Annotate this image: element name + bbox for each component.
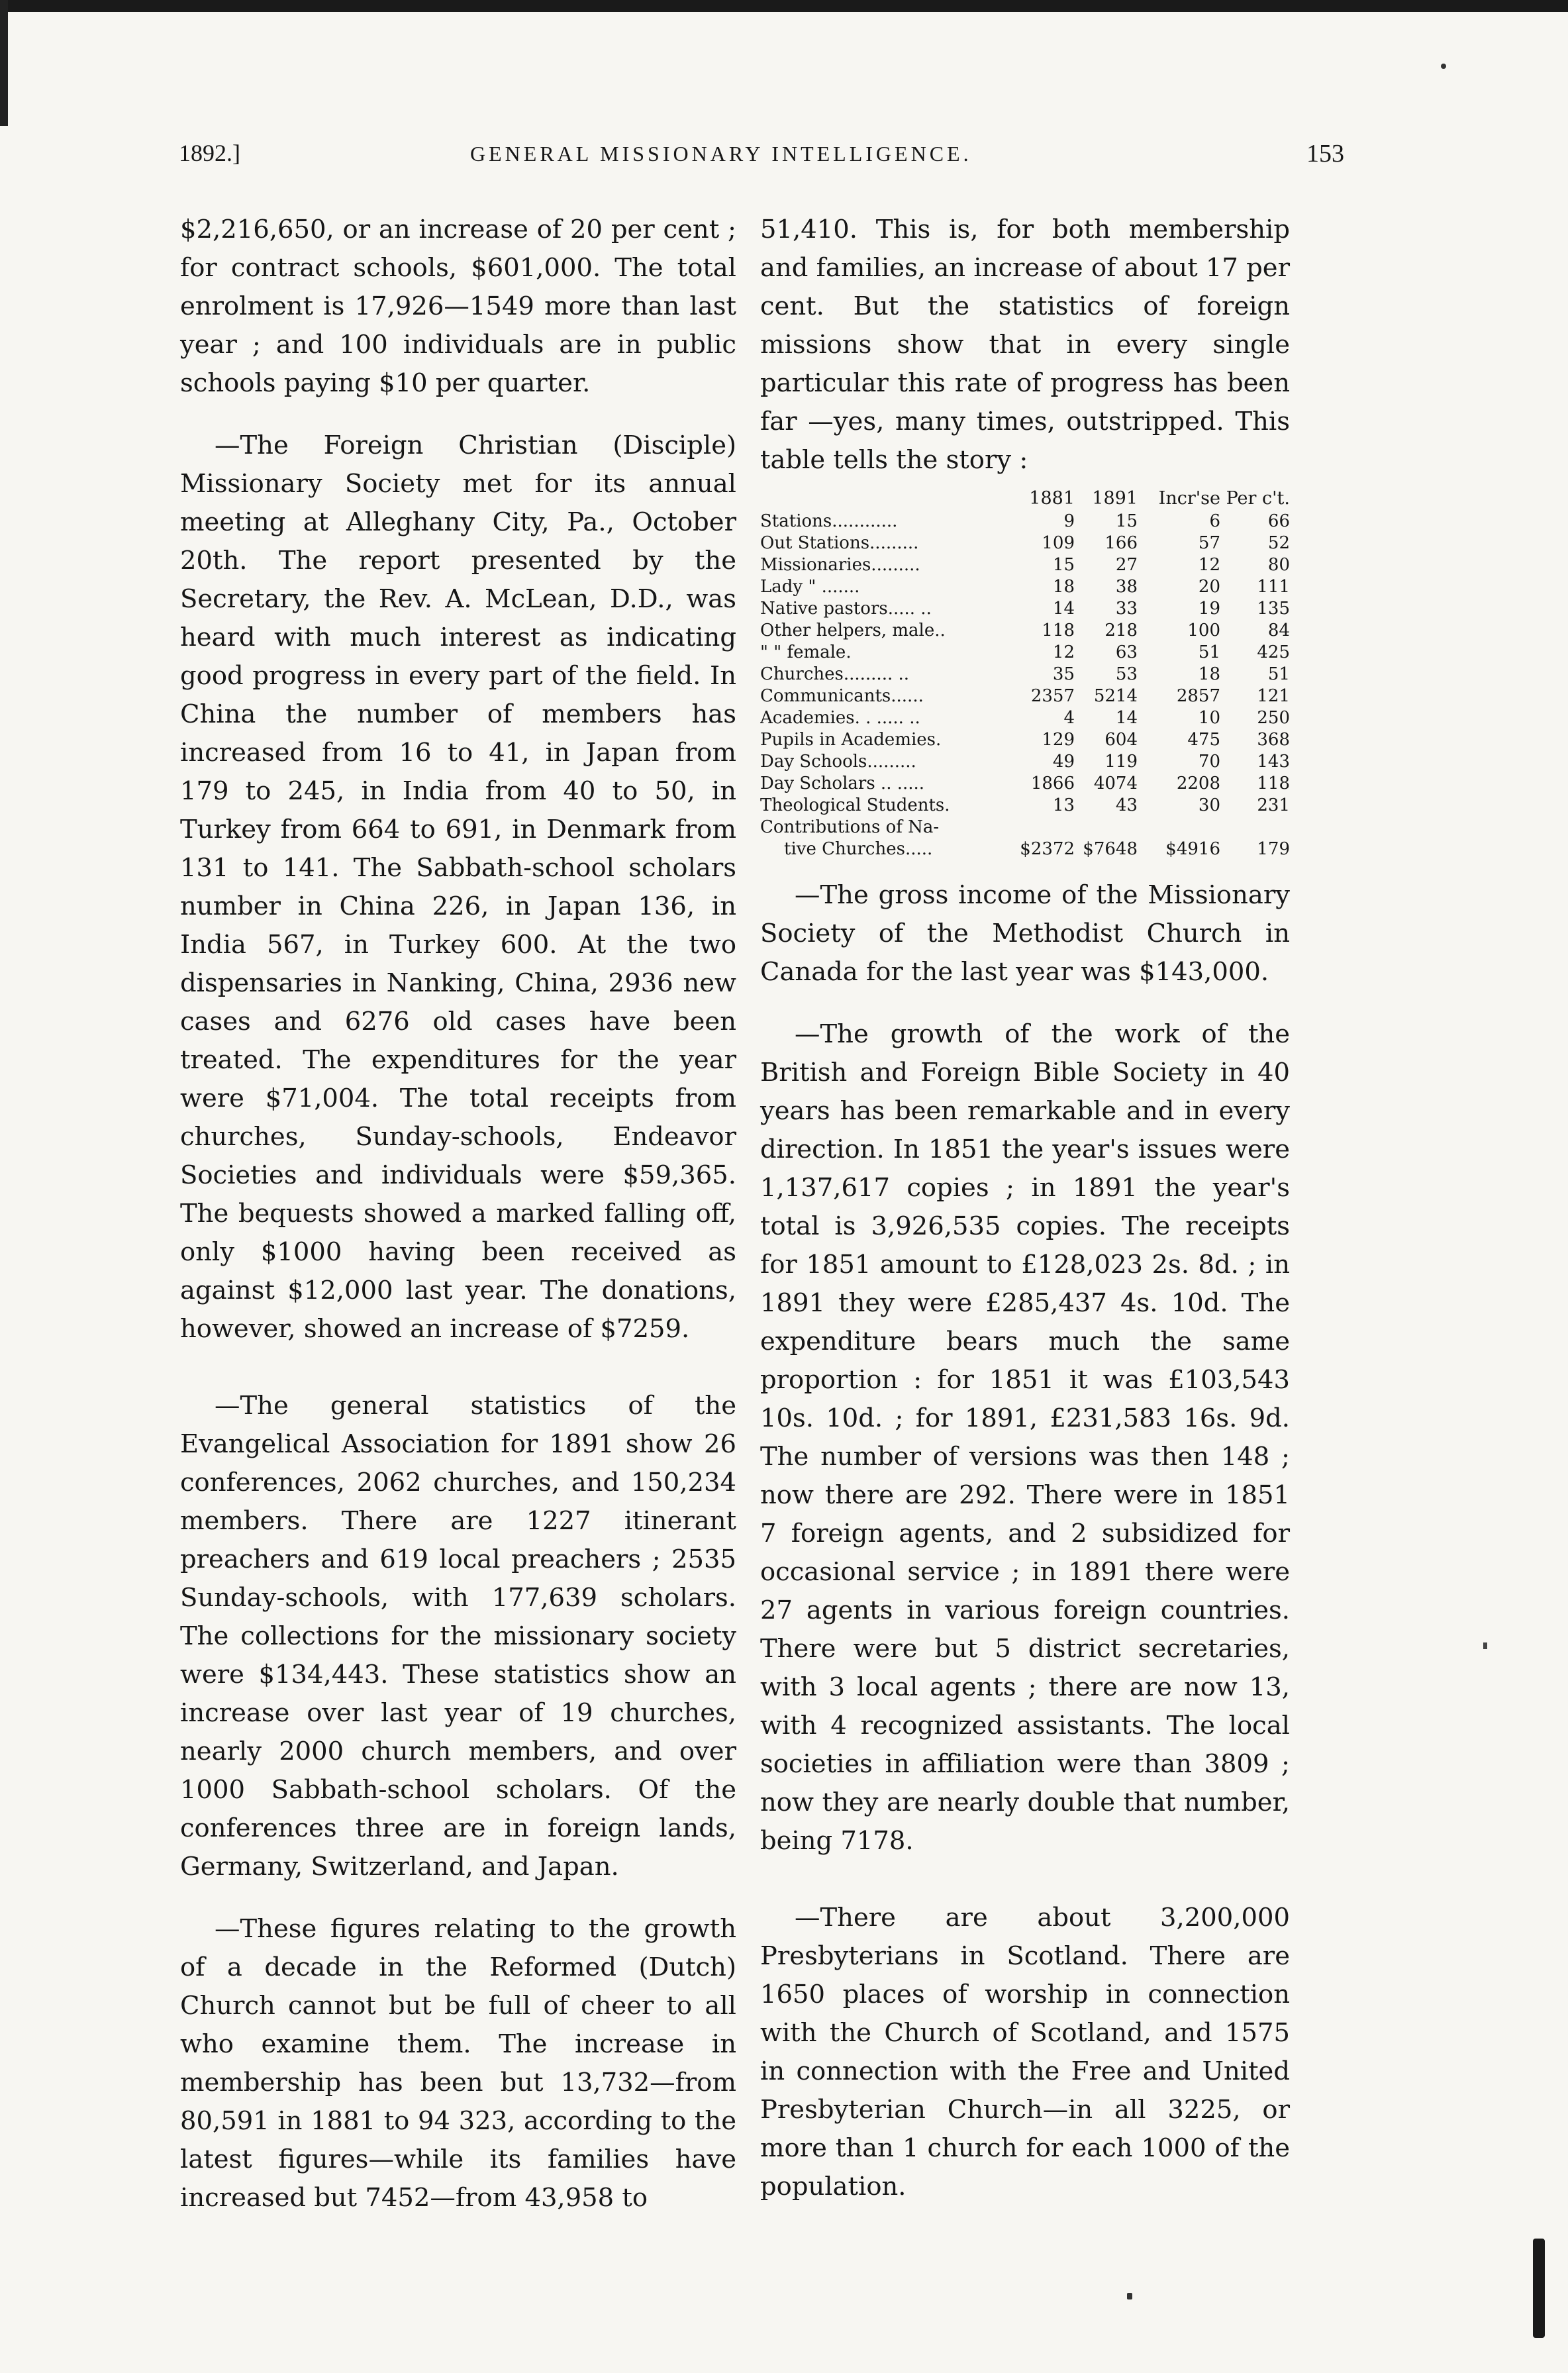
- paragraph: —The gross income of the Missionary Society of the Methodist Church in Canada for the last year was $143,000.: [760, 880, 1290, 987]
- cell: 38: [1115, 577, 1138, 597]
- cell: 19: [1198, 599, 1220, 619]
- paragraph: —The growth of the work of the British and Foreign Bible Society in 40 years has been remarkable and in every direction. In 1851 the year's issues were 1,137,617 copies ; in 1891 the year's total is 3,926,535 copies. The receipts for 1851 amount to £128,023 2s. 8d. ; in 1891 they were £285,437 4s. 10d. The expenditure bears much the same proportion : for 1851 it was £103,543 10s. 10d. ; for 1891, £231,583 16s. 9d. The number of versions was then 148 ; now there are 292. There were in 1851 7 foreign agents, and 2 subsidized for occasional service ; in 1891 there were 27 agents in various foreign countries. There were but 5 district secretaries, with 3 local agents ; there are now 13, with 4 recognized assistants. The local societies in affiliation were than 3809 ; now they are nearly double that number, being 7178.: [760, 1019, 1290, 1856]
- row-label: Contributions of Na-: [760, 817, 940, 837]
- cell: 13: [1052, 795, 1075, 815]
- table-row: [760, 642, 1290, 664]
- right-column: [760, 211, 1290, 2206]
- cell: 109: [1042, 533, 1075, 553]
- table-row: [760, 795, 1290, 817]
- table-row: [760, 554, 1290, 576]
- cell: 100: [1187, 621, 1220, 640]
- cell: 1866: [1030, 774, 1075, 793]
- cell: $2372: [1020, 839, 1075, 859]
- cell: 35: [1052, 664, 1075, 684]
- scan-speck: [1441, 64, 1446, 69]
- table-row: [760, 751, 1290, 773]
- running-header: [179, 139, 1344, 179]
- scan-speck: [1483, 1642, 1487, 1649]
- table-row: [760, 576, 1290, 598]
- row-label: tive Churches.....: [784, 839, 933, 859]
- cell: 43: [1115, 795, 1138, 815]
- cell: 53: [1115, 664, 1138, 684]
- cell: 57: [1198, 533, 1220, 553]
- cell: [1075, 817, 1138, 838]
- cell: [1015, 817, 1075, 838]
- cell: 135: [1257, 599, 1290, 619]
- cell: 15: [1115, 511, 1138, 531]
- cell: 179: [1257, 839, 1290, 859]
- cell: 5214: [1093, 686, 1138, 706]
- cell: 143: [1257, 752, 1290, 772]
- cell: 51: [1198, 642, 1220, 662]
- cell: 12: [1198, 555, 1220, 575]
- table-row: [760, 620, 1290, 642]
- cell: 475: [1187, 730, 1220, 750]
- column-header: Per c't.: [1226, 488, 1290, 509]
- row-label: Communicants......: [760, 686, 924, 706]
- paragraph: —There are about 3,200,000 Presbyterians in Scotland. There are 1650 places of worship in connection with the Church of Scotland, and 1575 in connection with the Free and United Presbyterian Church—in all 3225, or more than 1 church for each 1000 of the population.: [760, 1903, 1290, 2201]
- row-label: Churches......... ..: [760, 664, 910, 684]
- cell: 70: [1198, 752, 1220, 772]
- page-number: 153: [1306, 140, 1344, 168]
- row-label: Day Schools.........: [760, 752, 916, 772]
- cell: 18: [1052, 577, 1075, 597]
- table-row: [760, 773, 1290, 795]
- left-column: [180, 211, 736, 2217]
- table-row: [760, 817, 1290, 838]
- row-label: Native pastors..... ..: [760, 599, 932, 619]
- cell: $4916: [1165, 839, 1220, 859]
- cell: 14: [1115, 708, 1138, 728]
- cell: 118: [1257, 774, 1290, 793]
- cell: 30: [1198, 795, 1220, 815]
- cell: 166: [1104, 533, 1138, 553]
- cell: 20: [1198, 577, 1220, 597]
- cell: 18: [1198, 664, 1220, 684]
- cell: 604: [1104, 730, 1138, 750]
- column-header: 1891: [1092, 488, 1138, 509]
- cell: 15: [1052, 555, 1075, 575]
- row-label: Day Scholars .. .....: [760, 774, 925, 793]
- cell: 118: [1042, 621, 1075, 640]
- column-header: 1881: [1029, 488, 1075, 509]
- header-title: GENERAL MISSIONARY INTELLIGENCE.: [470, 142, 972, 166]
- cell: 368: [1257, 730, 1290, 750]
- scan-edge-mark: [1533, 2239, 1545, 2338]
- cell: 119: [1104, 752, 1138, 772]
- cell: 231: [1257, 795, 1290, 815]
- cell: 129: [1042, 730, 1075, 750]
- cell: 84: [1267, 621, 1290, 640]
- table-row: [760, 838, 1290, 860]
- cell: 10: [1198, 708, 1220, 728]
- table-row: [760, 664, 1290, 685]
- cell: 51: [1267, 664, 1290, 684]
- cell: 80: [1267, 555, 1290, 575]
- cell: 2857: [1176, 686, 1220, 706]
- cell: 4074: [1093, 774, 1138, 793]
- cell: 66: [1267, 511, 1290, 531]
- cell: [1220, 817, 1290, 838]
- scan-speck: [1127, 2293, 1132, 2299]
- row-label: Missionaries.........: [760, 555, 920, 575]
- cell: 111: [1257, 577, 1290, 597]
- cell: 2208: [1176, 774, 1220, 793]
- cell: 52: [1267, 533, 1290, 553]
- cell: 49: [1052, 752, 1075, 772]
- cell: [1138, 817, 1220, 838]
- paragraph: $2,216,650, or an increase of 20 per cent ; for contract schools, $601,000. The total enrolment is 17,926—1549 more than last year ; and 100 individuals are in public schools paying $10 per quarter.: [180, 215, 736, 398]
- row-label: Out Stations.........: [760, 533, 919, 553]
- paragraph: —These figures relating to the growth of a decade in the Reformed (Dutch) Church cannot but be full of cheer to all who examine them. The increase in membership has been but 13,732—from 80,591 in 1881 to 94 323, according to the latest figures—while its families have increased but 7452—from 43,958 to: [180, 1914, 736, 2213]
- cell: 121: [1257, 686, 1290, 706]
- cell: 2357: [1030, 686, 1075, 706]
- cell: $7648: [1083, 839, 1138, 859]
- header-year: 1892.]: [179, 140, 240, 166]
- cell: 218: [1104, 621, 1138, 640]
- column-header: Incr'se: [1158, 488, 1220, 509]
- cell: 6: [1209, 511, 1220, 531]
- table-row: [760, 729, 1290, 751]
- cell: 425: [1257, 642, 1290, 662]
- paragraph: —The Foreign Christian (Disciple) Missionary Society met for its annual meeting at Alleghany City, Pa., October 20th. The report presented by the Secretary, the Rev. A. McLean, D.D., was heard with much interest as indicating good progress in every part of the field. In China the number of members has increased from 16 to 41, in Japan from 179 to 245, in India from 40 to 50, in Turkey from 664 to 691, in Denmark from 131 to 141. The Sabbath-school scholars number in China 226, in Japan 136, in India 567, in Turkey 600. At the two dispensaries in Nanking, China, 2936 new cases and 6276 old cases have been treated. The expenditures for the year were $71,004. The total receipts from churches, Sunday-schools, Endeavor Societies and individuals were $59,365. The bequests showed a marked falling off, only $1000 having been received as against $12,000 last year. The donations, however, showed an increase of $7259.: [180, 430, 736, 1344]
- row-label: Stations............: [760, 511, 898, 531]
- statistics-table: [760, 487, 1290, 860]
- paragraph: 51,410. This is, for both membership and families, an increase of about 17 per cent. But the statistics of foreign missions show that in every single particular this rate of progress has been far —yes, many times, outstripped. This table tells the story :: [760, 215, 1290, 475]
- row-label: " " female.: [760, 642, 852, 662]
- cell: 63: [1115, 642, 1138, 662]
- cell: 27: [1115, 555, 1138, 575]
- cell: 4: [1063, 708, 1075, 728]
- row-label: Pupils in Academies.: [760, 730, 942, 750]
- row-label: Theological Students.: [760, 795, 950, 815]
- cell: 12: [1052, 642, 1075, 662]
- paragraph: —The general statistics of the Evangelical Association for 1891 show 26 conferences, 2062 churches, and 150,234 members. There are 1227 itinerant preachers and 619 local preachers ; 2535 Sunday-schools, with 177,639 scholars. The collections for the missionary society were $134,443. These statistics show an increase over last year of 19 churches, nearly 2000 church members, and over 1000 Sabbath-school scholars. Of the conferences three are in foreign lands, Germany, Switzerland, and Japan.: [180, 1391, 736, 1882]
- page-top-rule: [0, 0, 1568, 12]
- cell: 9: [1063, 511, 1075, 531]
- table-header-row: [760, 487, 1290, 509]
- row-label: Other helpers, male..: [760, 621, 946, 640]
- table-row: [760, 707, 1290, 729]
- cell: 33: [1115, 599, 1138, 619]
- cell: 14: [1052, 599, 1075, 619]
- row-label: Academies. . ..... ..: [760, 708, 920, 728]
- cell: 250: [1257, 708, 1290, 728]
- table-row: [760, 598, 1290, 620]
- row-label: Lady " .......: [760, 577, 860, 597]
- table-row: [760, 685, 1290, 707]
- table-row: [760, 511, 1290, 532]
- table-row: [760, 532, 1290, 554]
- scan-edge-mark: [0, 0, 8, 126]
